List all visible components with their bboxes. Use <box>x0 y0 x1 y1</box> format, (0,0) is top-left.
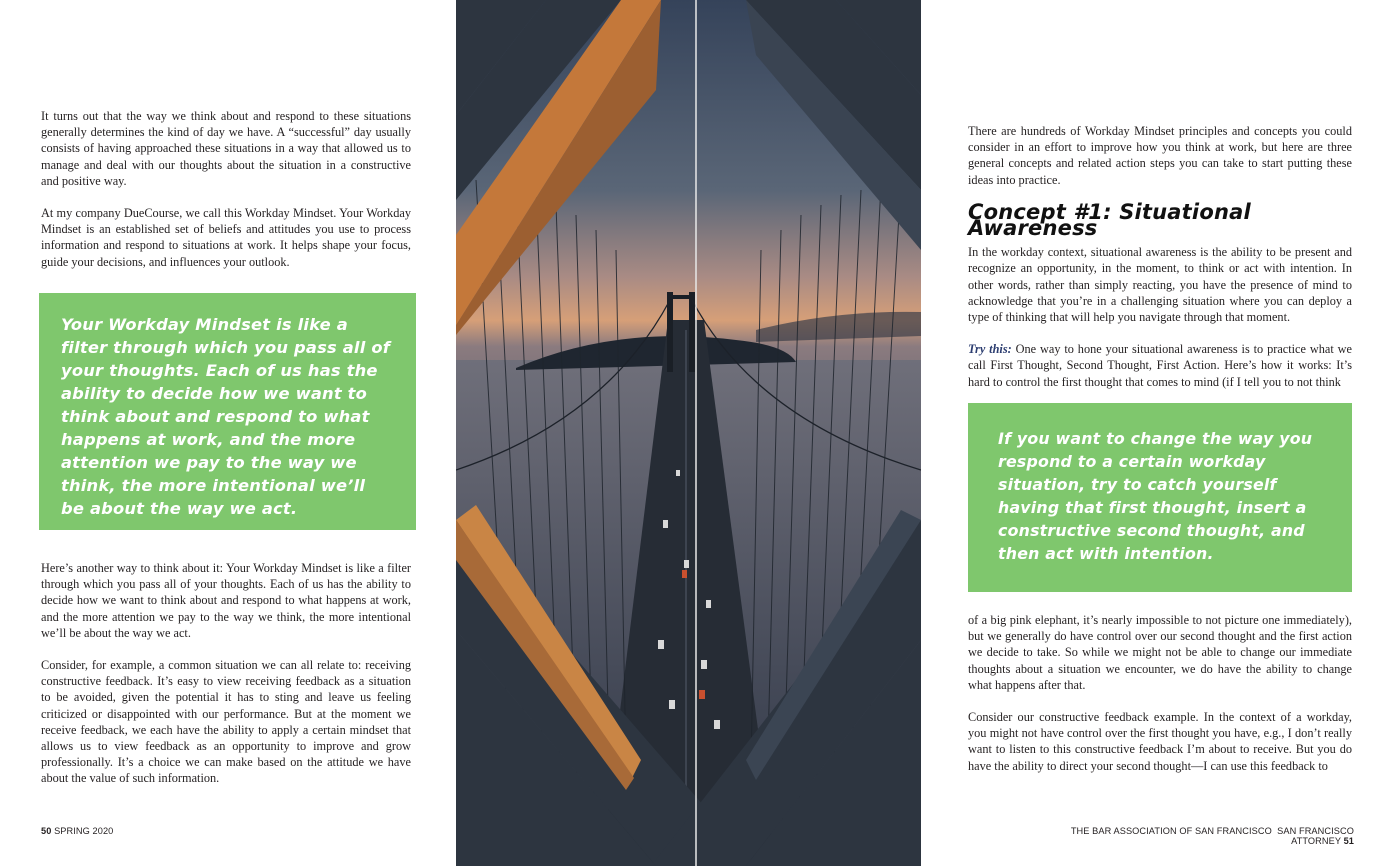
left-page-number: 50 <box>41 826 52 836</box>
left-paragraph-3: Here’s another way to think about it: Your Workday Mindset is like a filter through which you pass all of your thoughts. Each of us has the ability to decide how we want to think about and respond to what happens at work, and the more attention we pay to the way we think, the more intentional we’ll be about the way we act. <box>41 561 411 640</box>
right-intro: There are hundreds of Workday Mindset principles and concepts you could consider in an effort to improve how you think at work, but here are three general concepts and related action steps you can take to start putting these ideas into practice. <box>968 124 1352 187</box>
left-column-top <box>41 108 411 286</box>
right-paragraph-2: Consider our constructive feedback example. In the context of a workday, you might not have control over the first thought you have, e.g., I don’t really want to listen to this constructive feedback I’m about to receive. But you do have the ability to direct your second thought—I can use this feedback to <box>968 710 1352 773</box>
left-paragraph-1: It turns out that the way we think about and respond to these situations generally determines the kind of day we have. A “successful” day usually consists of having approached these situations in a way that allowed us to manage and deal with our thoughts about the situation in a constructive and positive way. <box>41 109 411 188</box>
footer-right <box>1060 826 1354 846</box>
issue-label: SPRING 2020 <box>54 826 114 836</box>
concept-heading: Concept #1: Situational Awareness <box>968 199 1251 241</box>
right-paragraph-1: of a big pink elephant, it’s nearly impossible to not picture one immediately), but we generally do have control over our second thought and the first action we decide to take. So while we might not be able to change our immediate thoughts about a situation we encounter, we do have the ability to change what happens after that. <box>968 613 1352 692</box>
pull-quote-right-text: If you want to change the way you respond to a certain workday situation, try to catch yourself having that first thought, insert a constructive second thought, and then act with intention. <box>998 429 1313 563</box>
try-this-label: Try this: <box>968 342 1012 357</box>
bridge-photo-icon <box>456 0 921 866</box>
pull-quote-left <box>39 293 416 530</box>
pull-quote-right <box>968 403 1352 592</box>
right-page-number: 51 <box>1343 836 1354 846</box>
try-this-paragraph <box>968 341 1352 390</box>
footer-publication: SAN FRANCISCO ATTORNEY <box>1277 826 1354 846</box>
try-this-text: One way to hone your situational awareness is to practice what we call First Thought, Second Thought, First Action. Here’s how it works: It’s hard to control the first thought that comes to mind (if I tell you to not think <box>968 342 1352 389</box>
concept-paragraph: In the workday context, situational awareness is the ability to be present and recognize an opportunity, in the moment, to think or act with intention. In other words, rather than simply reacting, you have the presence of mind to acknowledge that you’re in a challenging situation where you can deploy a type of thinking that will help you navigate through that moment. <box>968 245 1352 325</box>
footer-left <box>41 826 113 836</box>
right-column-bottom <box>968 612 1352 790</box>
left-column-bottom <box>41 560 411 803</box>
right-column-top <box>968 123 1352 406</box>
footer-org: THE BAR ASSOCIATION OF SAN FRANCISCO <box>1070 826 1272 836</box>
left-paragraph-2: At my company DueCourse, we call this Workday Mindset. Your Workday Mindset is an established set of beliefs and attitudes you use to process information and respond to situations at work. It helps shape your focus, guide your decisions, and influences your outlook. <box>41 206 411 269</box>
left-paragraph-4: Consider, for example, a common situation we can all relate to: receiving constructive feedback. It’s easy to view receiving feedback as a situation to be avoided, given the potential it has to sting and leave us feeling criticized or disappointed with our performance. But at the moment we receive feedback, we each have the ability to apply a certain mindset that allows us to view feedback as an opportunity to improve and grow professionally. It’s a choice we can make based on the attitude we have about the value of such information. <box>41 658 411 786</box>
pull-quote-left-text: Your Workday Mindset is like a filter through which you pass all of your thoughts. Each of us has the ability to decide how we want to think about and respond to what happens at work, and the more attention we pay to the way we think, the more intentional we’ll be about the way we act. <box>61 315 391 518</box>
